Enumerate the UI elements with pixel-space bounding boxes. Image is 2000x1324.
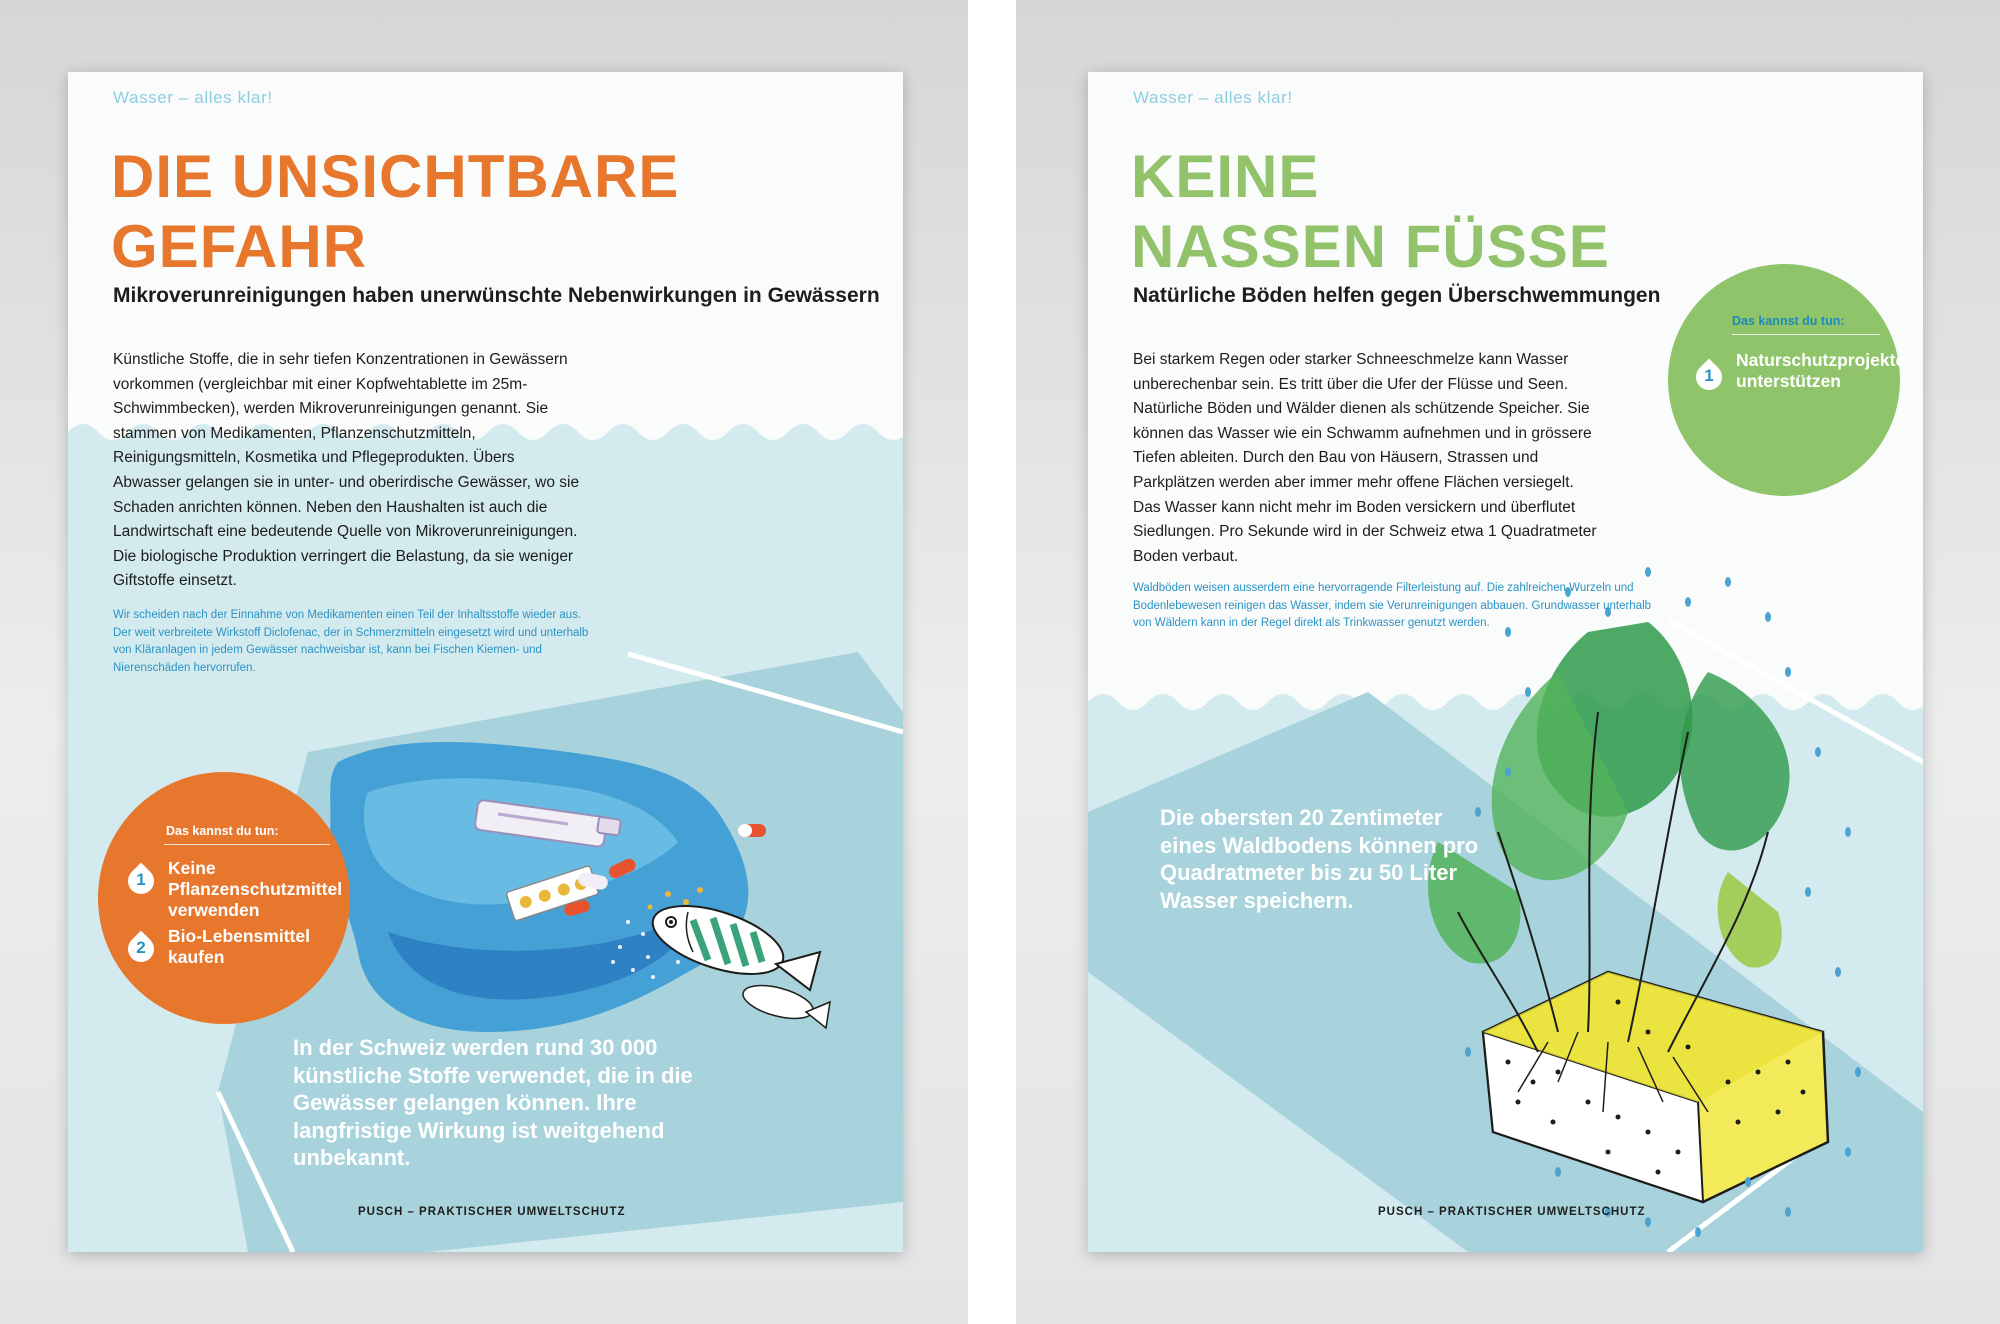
- title-line: GEFAHR: [111, 213, 368, 280]
- pill-capsule-icon: [738, 824, 766, 837]
- poster-subtitle: Mikroverunreinigungen haben unerwünschte Nebenwirkungen in Gewässern: [113, 284, 880, 307]
- action-text: Keine Pflanzenschutzmittel verwenden: [168, 858, 343, 920]
- poster-die-unsichtbare-gefahr: [68, 72, 903, 1252]
- action-number: 1: [1704, 366, 1714, 385]
- action-text: Naturschutzprojekte unterstützen: [1736, 350, 1906, 391]
- action-circle: [1668, 264, 1906, 496]
- body-text: Bei starkem Regen oder starker Schneeschmelze kann Wasser unberechenbar sein. Es tritt über die Ufer der Flüsse und Seen. Natürliche Böden und Wälder dienen als schützende Speicher. Sie können das Wasser wie ein Schwamm aufnehmen und in grössere Tiefen ableiten. Durch den Bau von Häusern, Strassen und Parkplätzen werden aber immer mehr offene Flächen versiegelt. Das Wasser kann nicht mehr im Boden versickern und überflutet Siedlungen. Pro Sekunde wird in der Schweiz etwa 1 Quadratmeter Boden verbaut.: [1133, 351, 1597, 565]
- tagline: Wasser – alles klar!: [113, 88, 273, 107]
- divider: [1732, 334, 1880, 335]
- poster-keine-nassen-fuesse: [1088, 72, 1923, 1252]
- action-number: 1: [136, 870, 146, 889]
- poster-title: [111, 142, 679, 282]
- fact-text: In der Schweiz werden rund 30 000 künstliche Stoffe verwendet, die in die Gewässer gelangen können. Ihre langfristige Wirkung ist weitgehend unbekannt.: [293, 1035, 693, 1170]
- poster-subtitle: Natürliche Böden helfen gegen Überschwemmungen: [1133, 284, 1661, 307]
- poster-title: [1131, 142, 1610, 282]
- action-number: 2: [136, 938, 146, 957]
- publisher-footer: PUSCH – PRAKTISCHER UMWELTSCHUTZ: [1378, 1206, 1646, 1218]
- divider: [164, 844, 330, 845]
- title-line: KEINE: [1131, 143, 1320, 210]
- poster-gap: [968, 0, 1016, 1324]
- title-line: DIE UNSICHTBARE: [111, 143, 680, 210]
- fact-text: Die obersten 20 Zentimeter eines Waldbodens können pro Quadratmeter bis zu 50 Liter Wasser speichern.: [1160, 805, 1479, 913]
- info-note: Waldböden weisen ausserdem eine hervorragende Filterleistung auf. Die zahlreichen Wurzeln und Bodenlebewesen reinigen das Wasser, indem sie Verunreinigungen abbauen. Grundwasser unterhalb von Wäldern kann in der Regel direkt als Trinkwasser genutzt werden.: [1133, 582, 1652, 629]
- action-heading: Das kannst du tun:: [166, 824, 279, 838]
- body-text: Künstliche Stoffe, die in sehr tiefen Konzentrationen in Gewässern vorkommen (vergleichbar mit einer Kopfwehtablette im 25m-Schwimmbecken), werden Mikroverunreinigungen genannt. Sie stammen von Medikamenten, Pflanzenschutzmitteln, Reinigungsmitteln, Kosmetika und Pflegeprodukten. Übers Abwasser gelangen sie in unter- und oberirdische Gewässer, wo sie Schaden anrichten können. Neben den Haushalten ist auch die Landwirtschaft eine bedeutende Quelle von Mikroverunreinigungen. Die biologische Produktion verringert die Belastung, da sie weniger Giftstoffe einsetzt.: [113, 351, 580, 590]
- publisher-footer: PUSCH – PRAKTISCHER UMWELTSCHUTZ: [358, 1206, 626, 1218]
- tagline: Wasser – alles klar!: [1133, 88, 1293, 107]
- action-circle: [98, 772, 350, 1024]
- title-line: NASSEN FÜSSE: [1131, 213, 1610, 280]
- info-note: Wir scheiden nach der Einnahme von Medikamenten einen Teil der Inhaltsstoffe wieder aus. Der weit verbreitete Wirkstoff Diclofenac, der in Schmerzmitteln eingesetzt wird und unterhalb von Kläranlagen in jedem Gewässer nachweisbar ist, kann bei Fischen Kiemen- und Nierenschäden hervorrufen.: [113, 609, 589, 674]
- action-heading: Das kannst du tun:: [1732, 314, 1845, 328]
- action-text: Bio-Lebensmittel kaufen: [168, 926, 310, 967]
